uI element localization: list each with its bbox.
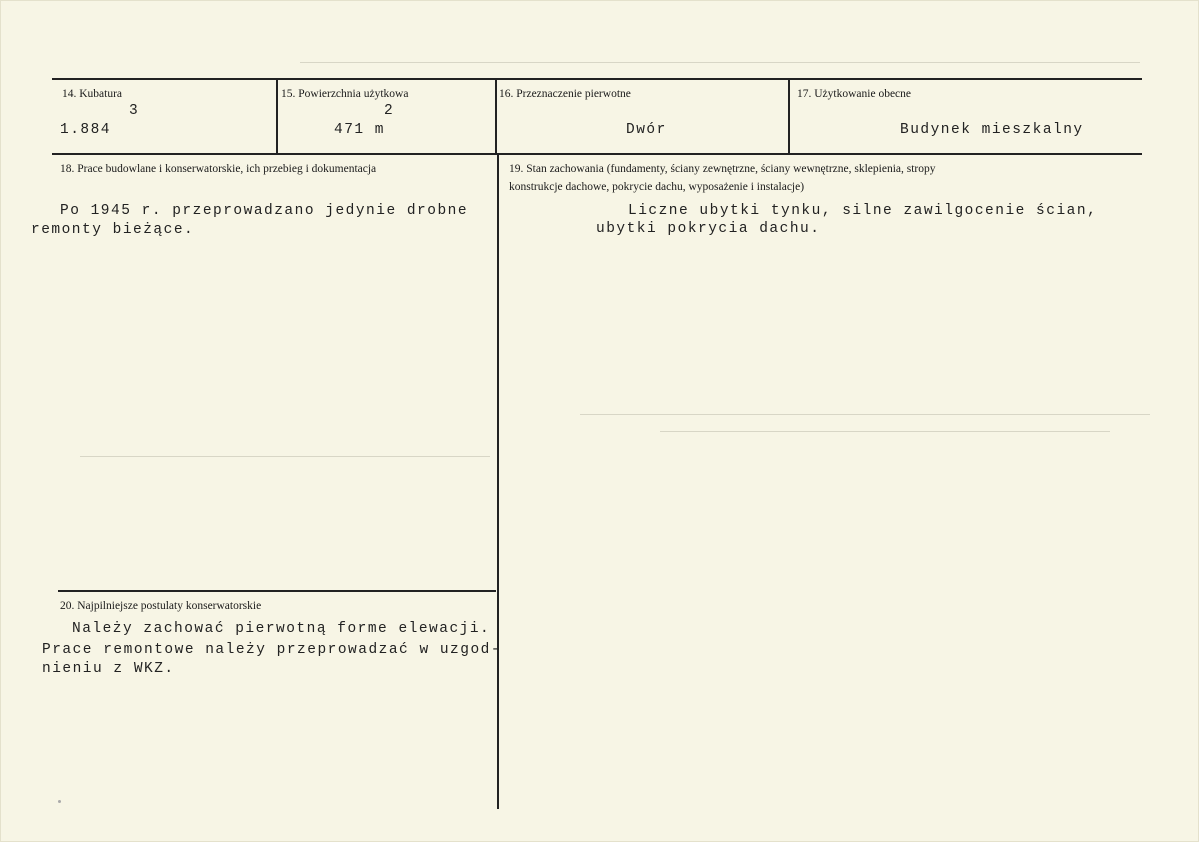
- field-20-label: 20. Najpilniejsze postulaty konserwatorskie: [60, 600, 262, 612]
- field-17-label: 17. Użytkowanie obecne: [797, 88, 912, 100]
- speck: [58, 800, 61, 803]
- field-20-text-line3: nieniu z WKZ.: [42, 661, 175, 677]
- field-20-text-line2: Prace remontowe należy przeprowadzać w uzgod-: [42, 642, 502, 658]
- row1-bottom-rule: [52, 153, 1142, 155]
- field-18-label: 18. Prace budowlane i konserwatorskie, ich przebieg i dokumentacja: [60, 163, 377, 175]
- field-20-text-line1: Należy zachować pierwotną forme elewacji.: [72, 621, 491, 637]
- field-18-text-line2: remonty bieżące.: [31, 222, 195, 238]
- divider-14-15: [276, 78, 278, 154]
- field-15-value: 471 m: [334, 122, 386, 138]
- field-16-label: 16. Przeznaczenie pierwotne: [499, 88, 631, 100]
- divider-16-17: [788, 78, 790, 154]
- field-15-label: 15. Powierzchnia użytkowa: [281, 88, 409, 100]
- field-15-superscript: 2: [384, 103, 395, 119]
- field-14-value: 1.884: [60, 122, 112, 138]
- divider-15-16: [495, 78, 497, 154]
- field-19-text-line2: ubytki pokrycia dachu.: [596, 221, 821, 237]
- field-14-label: 14. Kubatura: [62, 88, 123, 100]
- field-19-text-line1: Liczne ubytki tynku, silne zawilgocenie ścian,: [628, 203, 1098, 219]
- field20-top-rule: [58, 590, 496, 592]
- field-14-superscript: 3: [129, 103, 140, 119]
- field-19-label-line1: 19. Stan zachowania (fundamenty, ściany zewnętrzne, ściany wewnętrzne, sklepienia, stropy: [509, 163, 936, 175]
- main-column-divider: [497, 153, 499, 809]
- bleed-line: [580, 414, 1150, 415]
- bleed-line: [80, 456, 490, 457]
- field-18-text-line1: Po 1945 r. przeprowadzano jedynie drobne: [60, 203, 469, 219]
- field-16-value: Dwór: [626, 122, 667, 138]
- top-rule: [52, 78, 1142, 80]
- field-17-value: Budynek mieszkalny: [900, 122, 1084, 138]
- field-19-label-line2: konstrukcje dachowe, pokrycie dachu, wyposażenie i instalacje): [509, 181, 805, 193]
- bleed-line: [660, 431, 1110, 432]
- bleed-line: [300, 62, 1140, 63]
